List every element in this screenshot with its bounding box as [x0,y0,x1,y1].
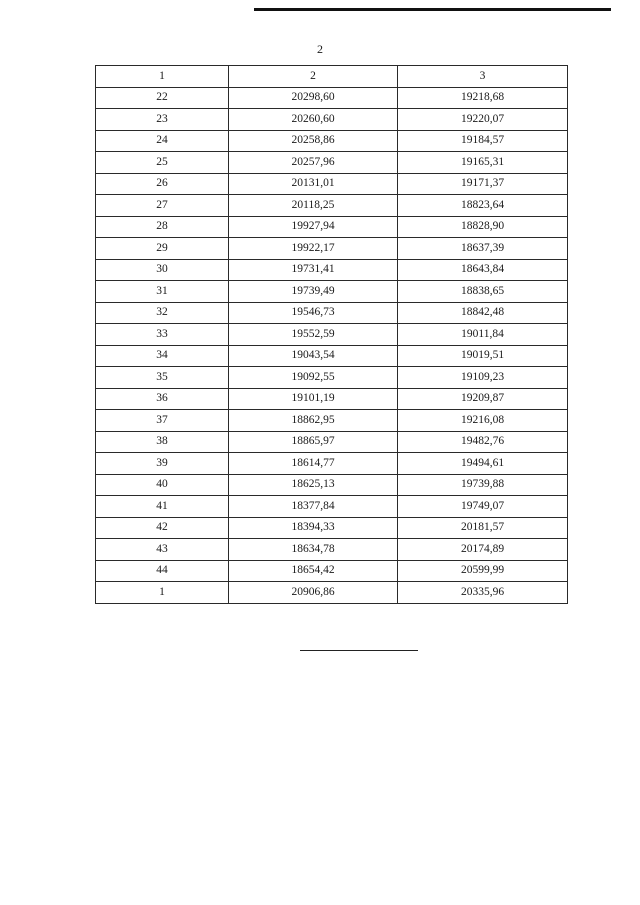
column-header: 3 [398,66,568,88]
column-header: 1 [96,66,229,88]
top-rule [254,8,611,11]
table-row [96,453,568,475]
y-coordinate-cell: 18838,65 [398,281,568,303]
table-row [96,173,568,195]
table-row [96,130,568,152]
x-coordinate-cell: 18654,42 [229,560,398,582]
point-number-cell: 40 [96,474,229,496]
y-coordinate-cell: 18637,39 [398,238,568,260]
y-coordinate-cell: 19109,23 [398,367,568,389]
table-header-row [96,66,568,88]
x-coordinate-cell: 20298,60 [229,87,398,109]
point-number-cell: 33 [96,324,229,346]
point-number-cell: 36 [96,388,229,410]
x-coordinate-cell: 19739,49 [229,281,398,303]
y-coordinate-cell: 19209,87 [398,388,568,410]
point-number-cell: 34 [96,345,229,367]
table-row [96,238,568,260]
table-row [96,152,568,174]
y-coordinate-cell: 19220,07 [398,109,568,131]
table-row [96,87,568,109]
x-coordinate-cell: 18862,95 [229,410,398,432]
point-number-cell: 44 [96,560,229,582]
column-header: 2 [229,66,398,88]
y-coordinate-cell: 19019,51 [398,345,568,367]
x-coordinate-cell: 19092,55 [229,367,398,389]
point-number-cell: 31 [96,281,229,303]
x-coordinate-cell: 20906,86 [229,582,398,604]
table-row [96,345,568,367]
x-coordinate-cell: 19922,17 [229,238,398,260]
point-number-cell: 35 [96,367,229,389]
point-number-cell: 42 [96,517,229,539]
table-row [96,496,568,518]
point-number-cell: 22 [96,87,229,109]
x-coordinate-cell: 19043,54 [229,345,398,367]
point-number-cell: 37 [96,410,229,432]
x-coordinate-cell: 19552,59 [229,324,398,346]
x-coordinate-cell: 19927,94 [229,216,398,238]
y-coordinate-cell: 20181,57 [398,517,568,539]
x-coordinate-cell: 20257,96 [229,152,398,174]
x-coordinate-cell: 20260,60 [229,109,398,131]
x-coordinate-cell: 18377,84 [229,496,398,518]
table-row [96,302,568,324]
x-coordinate-cell: 18865,97 [229,431,398,453]
y-coordinate-cell: 19482,76 [398,431,568,453]
x-coordinate-cell: 18634,78 [229,539,398,561]
point-number-cell: 25 [96,152,229,174]
x-coordinate-cell: 18394,33 [229,517,398,539]
y-coordinate-cell: 19011,84 [398,324,568,346]
y-coordinate-cell: 20599,99 [398,560,568,582]
table-row [96,431,568,453]
table-row [96,474,568,496]
y-coordinate-cell: 19749,07 [398,496,568,518]
coordinates-table [95,65,568,604]
table-row [96,582,568,604]
y-coordinate-cell: 18643,84 [398,259,568,281]
point-number-cell: 23 [96,109,229,131]
y-coordinate-cell: 20174,89 [398,539,568,561]
table-row [96,388,568,410]
y-coordinate-cell: 19184,57 [398,130,568,152]
y-coordinate-cell: 18842,48 [398,302,568,324]
table-row [96,367,568,389]
table-row [96,560,568,582]
x-coordinate-cell: 20131,01 [229,173,398,195]
y-coordinate-cell: 18828,90 [398,216,568,238]
table-row [96,324,568,346]
point-number-cell: 41 [96,496,229,518]
y-coordinate-cell: 20335,96 [398,582,568,604]
point-number-cell: 39 [96,453,229,475]
x-coordinate-cell: 19731,41 [229,259,398,281]
y-coordinate-cell: 19171,37 [398,173,568,195]
x-coordinate-cell: 19101,19 [229,388,398,410]
point-number-cell: 30 [96,259,229,281]
y-coordinate-cell: 19494,61 [398,453,568,475]
table-row [96,195,568,217]
x-coordinate-cell: 20258,86 [229,130,398,152]
table-row [96,410,568,432]
table-row [96,109,568,131]
y-coordinate-cell: 19739,88 [398,474,568,496]
table-row [96,281,568,303]
table-row [96,539,568,561]
table-row [96,517,568,539]
point-number-cell: 43 [96,539,229,561]
page-number: 2 [317,42,323,56]
point-number-cell: 24 [96,130,229,152]
point-number-cell: 26 [96,173,229,195]
point-number-cell: 1 [96,582,229,604]
point-number-cell: 38 [96,431,229,453]
table-row [96,216,568,238]
y-coordinate-cell: 19165,31 [398,152,568,174]
table-row [96,259,568,281]
x-coordinate-cell: 20118,25 [229,195,398,217]
y-coordinate-cell: 19216,08 [398,410,568,432]
point-number-cell: 27 [96,195,229,217]
bottom-rule [300,650,418,651]
x-coordinate-cell: 18614,77 [229,453,398,475]
point-number-cell: 28 [96,216,229,238]
y-coordinate-cell: 18823,64 [398,195,568,217]
point-number-cell: 29 [96,238,229,260]
point-number-cell: 32 [96,302,229,324]
x-coordinate-cell: 19546,73 [229,302,398,324]
y-coordinate-cell: 19218,68 [398,87,568,109]
table-body [96,87,568,603]
x-coordinate-cell: 18625,13 [229,474,398,496]
